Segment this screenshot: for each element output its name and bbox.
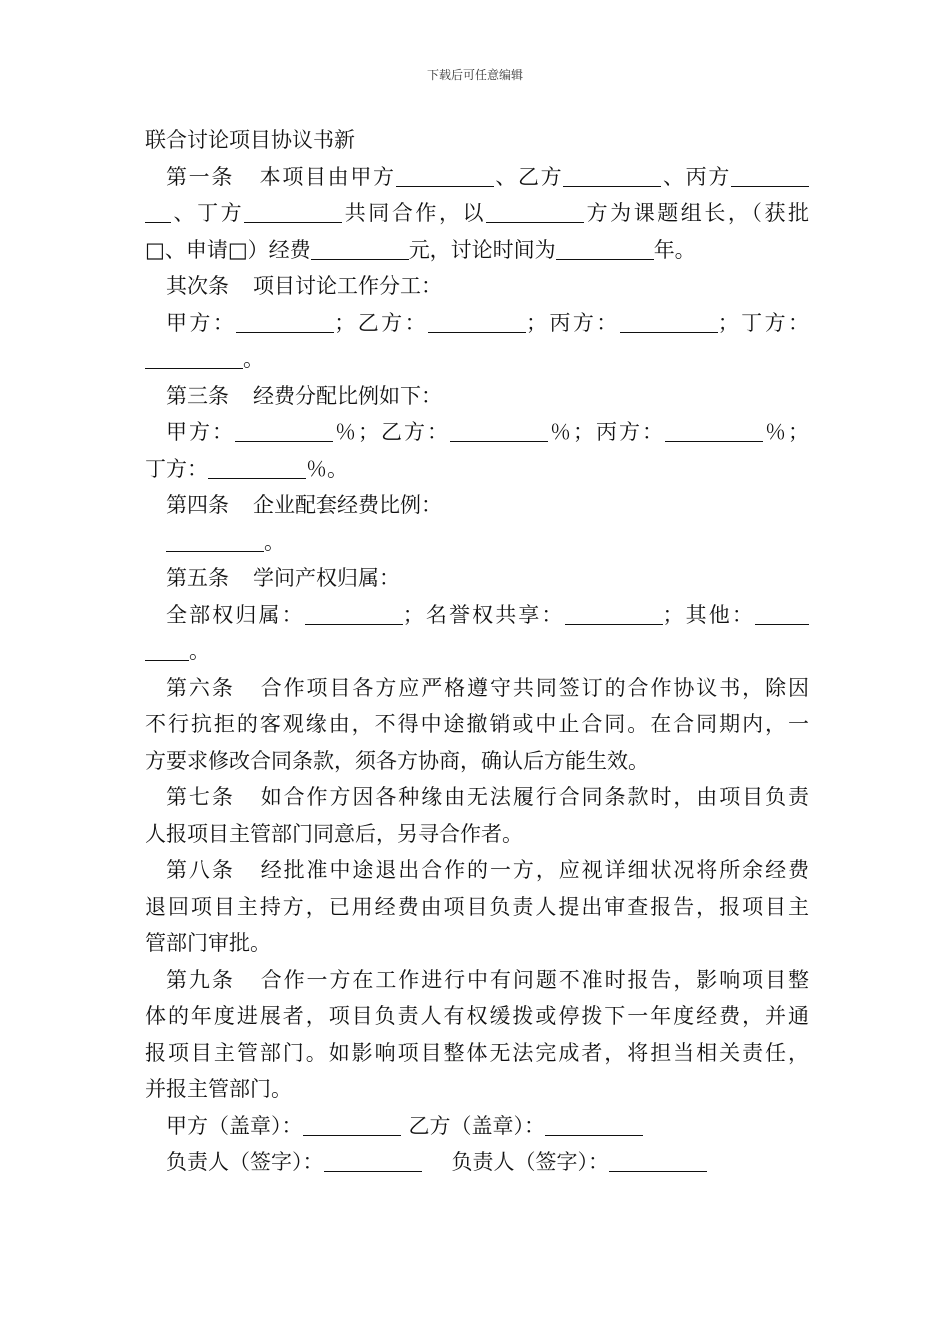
party-b-seal-blank[interactable] bbox=[545, 1115, 643, 1136]
person-2-signature-blank[interactable] bbox=[609, 1151, 707, 1172]
share-b-blank[interactable] bbox=[450, 421, 548, 442]
ownership-blank[interactable] bbox=[305, 604, 403, 625]
party-a-blank[interactable] bbox=[396, 166, 494, 187]
other-blank[interactable] bbox=[755, 604, 809, 625]
article-2-heading: 其次条 项目讨论工作分工： bbox=[166, 274, 442, 298]
person-2-label: 负责人（签字）： bbox=[451, 1150, 609, 1174]
article-9-line-1: 第九条 合作一方在工作进行中有问题不准时报告，影响项目整 bbox=[166, 967, 810, 992]
article-8-line-1: 第八条 经批准中途退出合作的一方，应视详细状况将所余经费 bbox=[166, 858, 810, 882]
article-1-line-3: □、申请□）经费 元，讨论时间为 年。 bbox=[145, 237, 696, 262]
article-1-line-2: 、丁方 共同合作，以 方为课题组长，（获批 bbox=[145, 195, 809, 232]
article-5-line-1: 全部权归属： ；名誉权共享： ；其他： bbox=[145, 597, 809, 634]
person-1-signature-blank[interactable] bbox=[324, 1151, 422, 1172]
enterprise-ratio-blank[interactable] bbox=[166, 531, 264, 552]
article-7-line-1: 第七条 如合作方因各种缘由无法履行合同条款时，由项目负责 bbox=[166, 785, 810, 809]
person-1-label: 负责人（签字）： bbox=[166, 1150, 324, 1174]
article-6-line-2: 不行抗拒的客观缘由，不得中途撤销或中止合同。在合同期内，一 bbox=[145, 712, 809, 736]
share-a-blank[interactable] bbox=[235, 421, 333, 442]
article-9-line-3: 报项目主管部门。如影响项目整体无法完成者，将担当相关责任， bbox=[145, 1040, 809, 1065]
funding-blank[interactable] bbox=[311, 239, 409, 260]
party-b-blank[interactable] bbox=[563, 166, 661, 187]
article-3-line-1: 甲方： ％；乙方： ％；丙方： ％； bbox=[166, 420, 809, 444]
article-5-heading: 第五条 学问产权归属： bbox=[166, 566, 400, 590]
article-9-line-4: 并报主管部门。 bbox=[145, 1077, 292, 1101]
article-3-heading: 第三条 经费分配比例如下： bbox=[166, 383, 442, 408]
task-c-blank[interactable] bbox=[620, 312, 718, 333]
article-9-line-2: 体的年度进展者，项目负责人有权缓拨或停拨下一年度经费，并通 bbox=[145, 1004, 809, 1028]
party-a-seal-label: 甲方（盖章）： bbox=[166, 1113, 303, 1138]
task-a-blank[interactable] bbox=[236, 312, 334, 333]
leader-party-blank[interactable] bbox=[486, 202, 584, 223]
article-6-line-1: 第六条 合作项目各方应严格遵守共同签订的合作协议书，除因 bbox=[166, 675, 810, 700]
honor-share-blank[interactable] bbox=[565, 604, 663, 625]
document-title: 联合讨论项目协议书新 bbox=[145, 128, 355, 152]
article-1-label: 第一条 bbox=[166, 164, 234, 189]
article-8-line-3: 管部门审批。 bbox=[145, 931, 271, 955]
article-2-line-2: 。 bbox=[145, 341, 809, 378]
article-7-line-2: 人报项目主管部门同意后，另寻合作者。 bbox=[145, 821, 523, 846]
article-3-line-2: 丁方： ％。 bbox=[145, 456, 348, 481]
article-4-line-1: 。 bbox=[145, 524, 809, 561]
task-d-blank[interactable] bbox=[145, 348, 243, 369]
share-c-blank[interactable] bbox=[665, 421, 763, 442]
signature-person-line bbox=[145, 1144, 809, 1181]
party-d-blank[interactable] bbox=[244, 202, 342, 223]
party-a-seal-blank[interactable] bbox=[303, 1115, 401, 1136]
article-5-line-2: 。 bbox=[145, 633, 809, 670]
party-c-blank-cont[interactable] bbox=[145, 202, 171, 223]
task-b-blank[interactable] bbox=[428, 312, 526, 333]
article-4-heading: 第四条 企业配套经费比例： bbox=[166, 493, 442, 517]
page-header-note: 下载后可任意编辑 bbox=[426, 68, 523, 82]
document-body bbox=[145, 122, 809, 1181]
years-blank[interactable] bbox=[556, 239, 654, 260]
article-6-line-3: 方要求修改合同条款，须各方协商，确认后方能生效。 bbox=[145, 748, 649, 773]
article-8-line-2: 退回项目主持方，已用经费由项目负责人提出审查报告，报项目主 bbox=[145, 894, 809, 919]
party-c-blank[interactable] bbox=[731, 166, 809, 187]
other-blank-cont[interactable] bbox=[145, 640, 189, 661]
party-b-seal-label: 乙方（盖章）： bbox=[408, 1113, 545, 1138]
article-1-line-1: 第一条 本项目由甲方 、乙方 、丙方 bbox=[145, 159, 809, 196]
share-d-blank[interactable] bbox=[208, 458, 306, 479]
article-2-line-1: 甲方： ；乙方： ；丙方： ；丁方： bbox=[166, 310, 810, 335]
signature-seal-line bbox=[145, 1108, 809, 1145]
